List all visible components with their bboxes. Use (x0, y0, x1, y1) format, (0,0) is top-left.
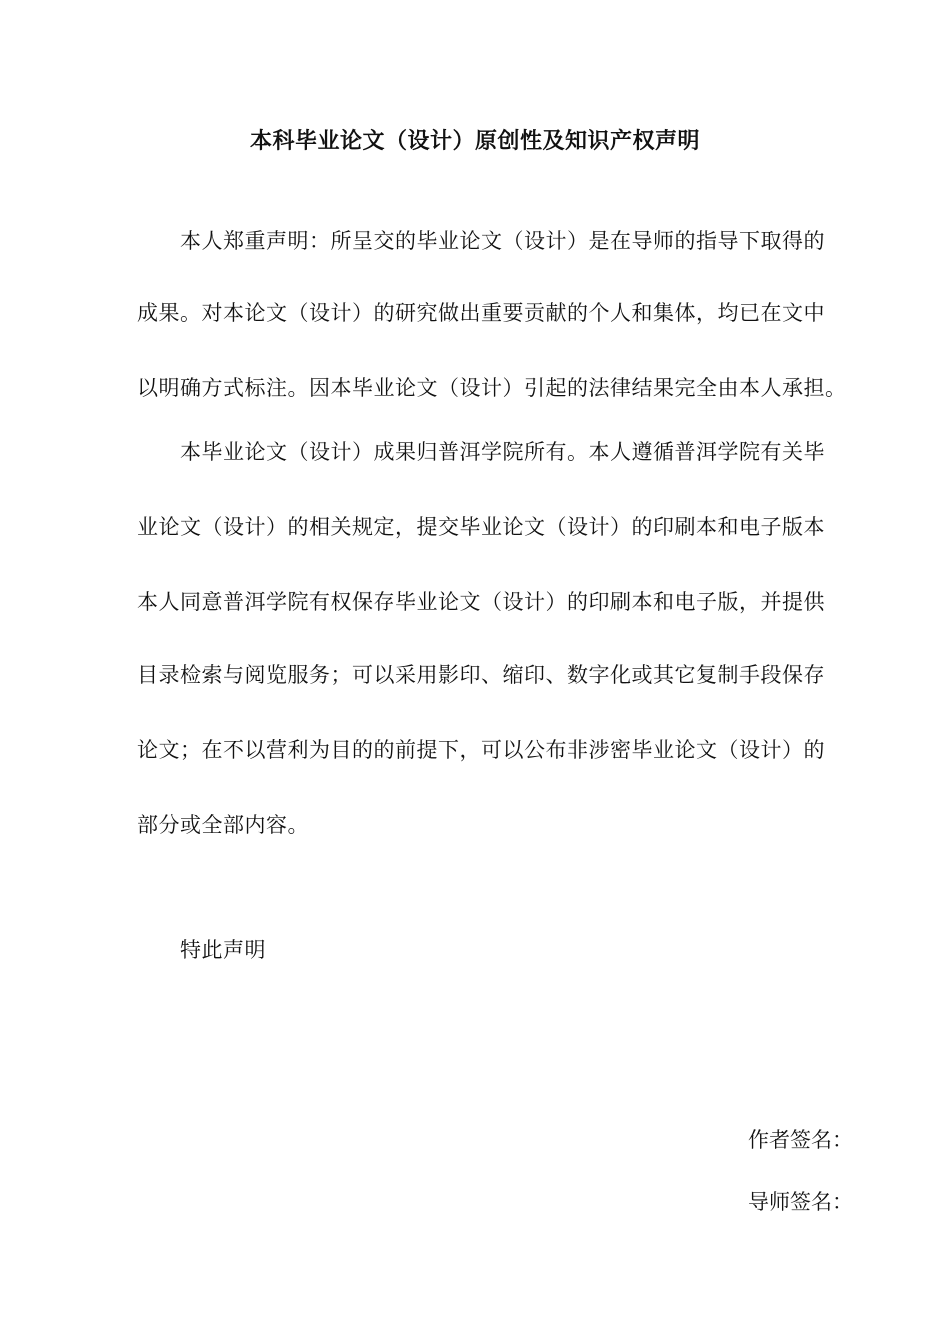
document-title: 本科毕业论文（设计）原创性及知识产权声明 (249, 128, 700, 154)
paragraph-line: 本毕业论文（设计）成果归普洱学院所有。本人遵循普洱学院有关毕 (180, 440, 825, 464)
paragraph-line: 本人同意普洱学院有权保存毕业论文（设计）的印刷本和电子版，并提供 (137, 590, 825, 614)
paragraph-line: 部分或全部内容。 (137, 813, 309, 837)
author-signature-label: 作者签名： (748, 1128, 853, 1152)
paragraph-line: 成果。对本论文（设计）的研究做出重要贡献的个人和集体，均已在文中 (137, 301, 825, 325)
paragraph-line: 论文；在不以营利为目的的前提下，可以公布非涉密毕业论文（设计）的 (137, 738, 825, 762)
paragraph-line: 本人郑重声明：所呈交的毕业论文（设计）是在导师的指导下取得的 (180, 229, 825, 253)
paragraph-line: 目录检索与阅览服务；可以采用影印、缩印、数字化或其它复制手段保存 (137, 663, 825, 687)
paragraph-line: 业论文（设计）的相关规定，提交毕业论文（设计）的印刷本和电子版本 (137, 515, 825, 539)
declaration-text: 特此声明 (180, 938, 266, 962)
advisor-signature-label: 导师签名： (748, 1190, 853, 1214)
paragraph-line: 以明确方式标注。因本毕业论文（设计）引起的法律结果完全由本人承担。 (137, 376, 847, 400)
